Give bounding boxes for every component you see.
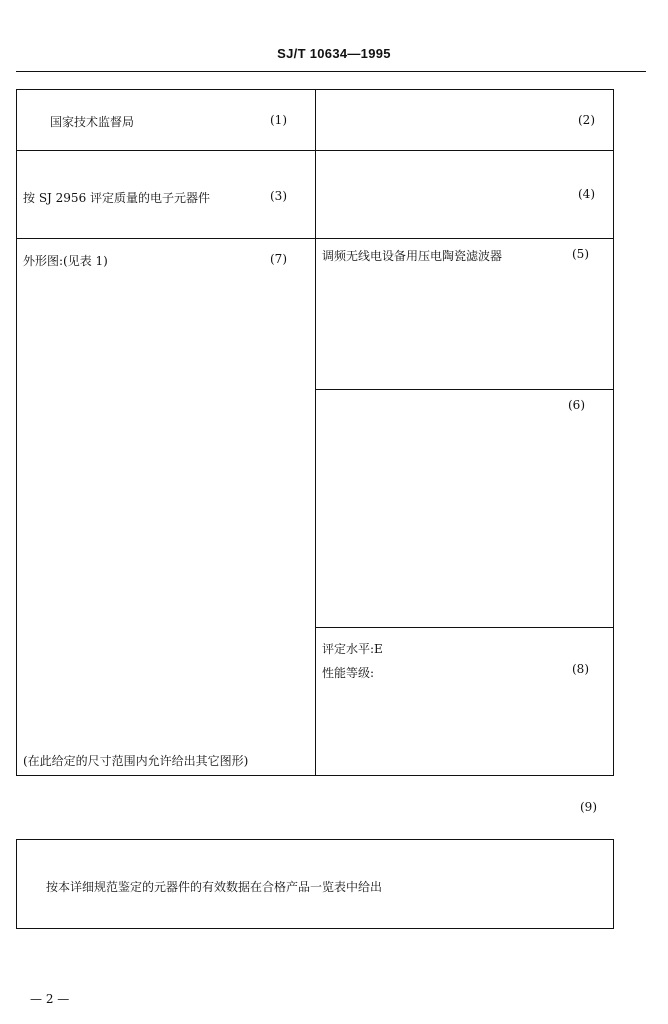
row-divider-right-1 xyxy=(315,150,614,151)
field-number-7: (7) xyxy=(270,252,287,266)
qualified-products-statement: 按本详细规范鉴定的元器件的有效数据在合格产品一览表中给出 xyxy=(46,880,383,894)
row-divider-right-4 xyxy=(315,627,614,628)
field-number-5: (5) xyxy=(572,247,589,261)
page-number: — 2 — xyxy=(30,992,70,1006)
performance-grade: 性能等级: xyxy=(322,666,375,680)
table-column-divider xyxy=(315,89,316,776)
issuing-authority: 国家技术监督局 xyxy=(50,115,135,129)
row-divider-right-2 xyxy=(315,238,614,239)
standard-code: SJ/T 10634—1995 xyxy=(277,46,391,61)
field-number-9: (9) xyxy=(580,800,597,814)
product-name: 调频无线电设备用压电陶瓷滤波器 xyxy=(322,249,503,263)
component-quality-statement: 按 SJ 2956 评定质量的电子元器件 xyxy=(23,191,211,205)
field-number-1: (1) xyxy=(270,113,287,127)
outline-drawing-label: 外形图:(见表 1) xyxy=(23,254,108,268)
row-divider-left-1 xyxy=(16,150,315,151)
field-number-3: (3) xyxy=(270,189,287,203)
outline-drawing-note: (在此给定的尺寸范围内允许给出其它图形) xyxy=(23,754,249,768)
row-divider-right-3 xyxy=(315,389,614,390)
field-number-2: (2) xyxy=(578,113,595,127)
header-rule xyxy=(16,71,646,72)
row-divider-left-2 xyxy=(16,238,315,239)
field-number-8: (8) xyxy=(572,662,589,676)
field-number-4: (4) xyxy=(578,187,595,201)
assessment-level: 评定水平:E xyxy=(322,642,383,656)
field-number-6: (6) xyxy=(568,398,585,412)
